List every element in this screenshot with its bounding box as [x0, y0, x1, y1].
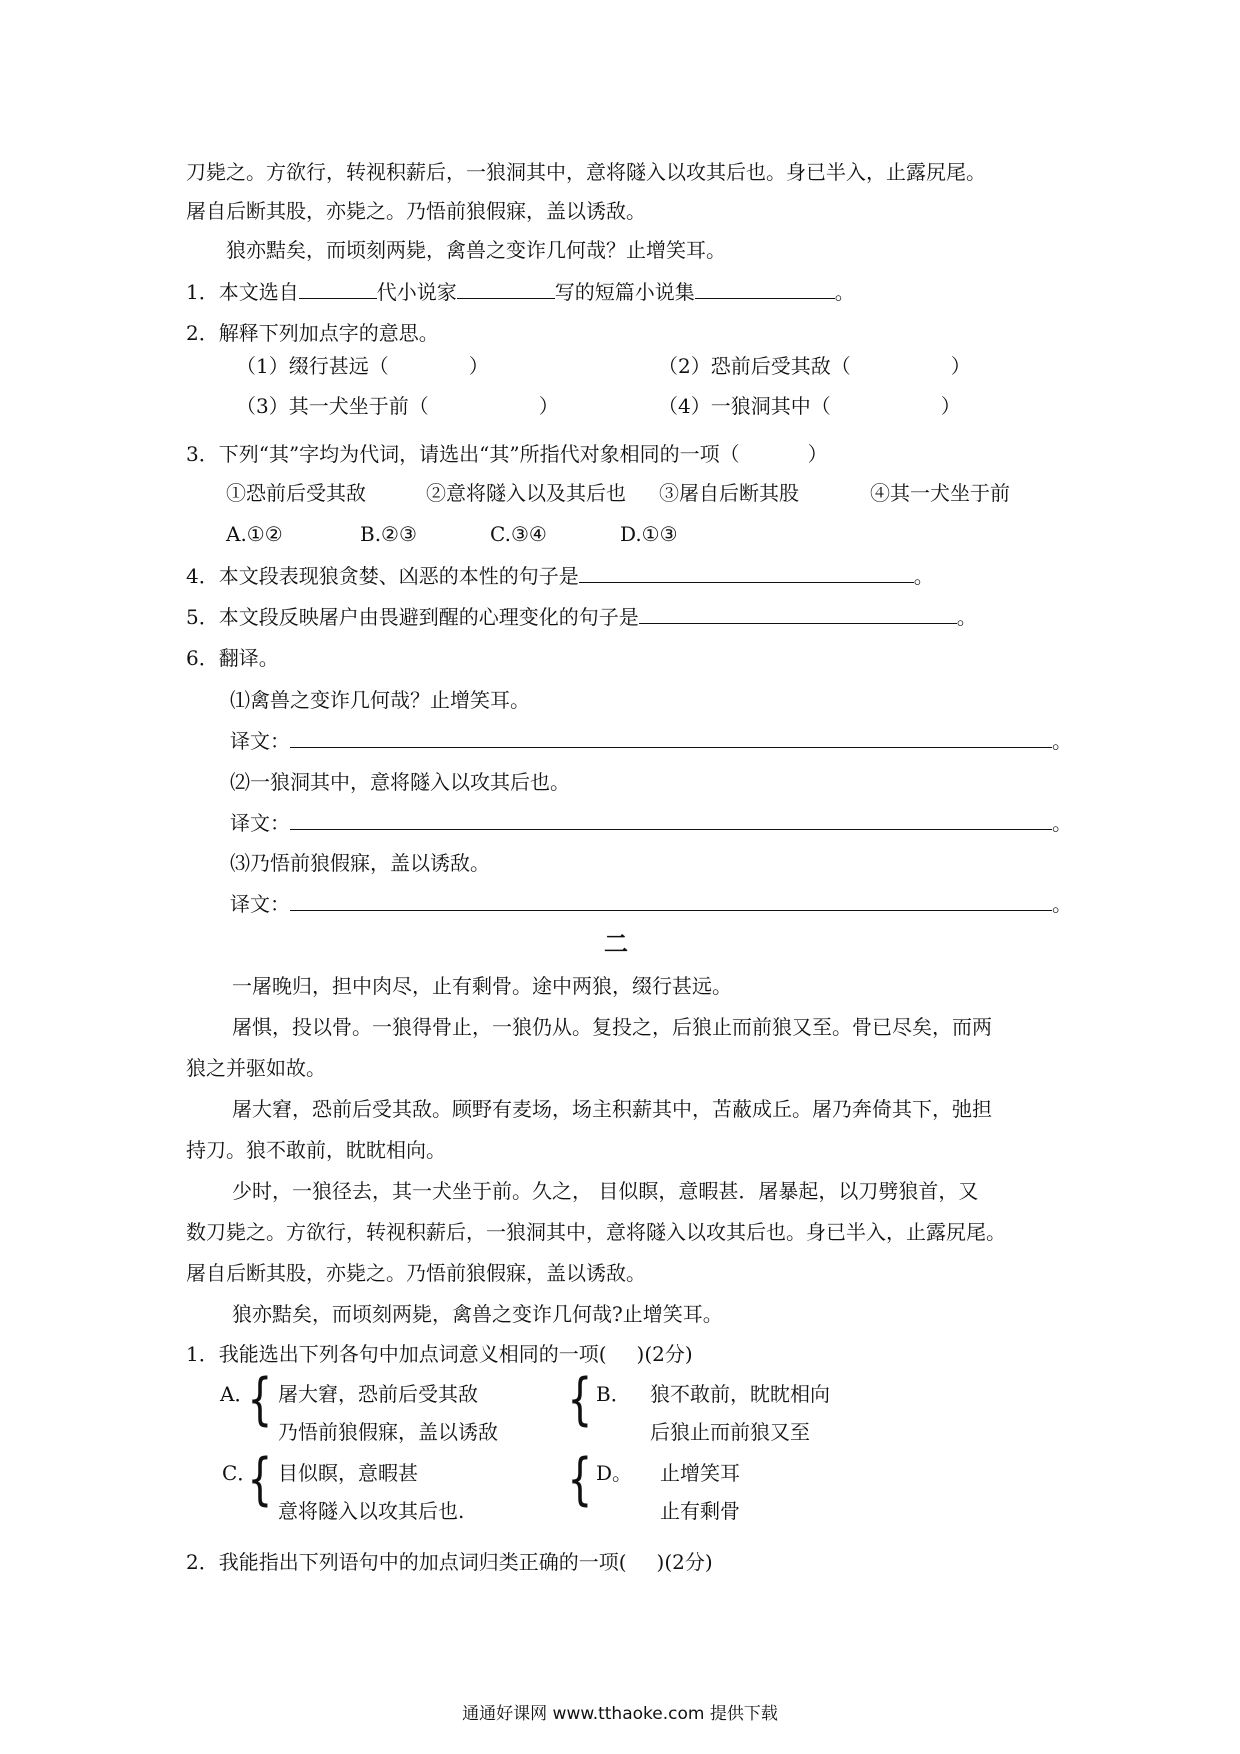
left-brace-icon: {	[567, 1367, 593, 1432]
s1-q6-sentence-3: ⑶乃悟前狼假寐，盖以诱敌。	[230, 851, 490, 875]
s1-q2-item-3: （3）其一犬坐于前（ ）	[236, 394, 559, 418]
s2-question-2: 2．我能指出下列语句中的加点词归类正确的一项( )(2分)	[186, 1550, 713, 1574]
s1-q3-option-4: ④其一犬坐于前	[870, 481, 1010, 505]
s1-question-6: 6．翻译。	[186, 646, 279, 670]
s1-q2-item-1: （1）缀行甚远（ ）	[236, 354, 489, 378]
s1-question-5: 5．本文段反映屠户由畏避到醒的心理变化的句子是 。	[186, 605, 977, 629]
s2-q1-label-c[interactable]: C．	[222, 1461, 258, 1485]
section-heading: 二	[604, 929, 628, 958]
s1-q3-option-2: ②意将隧入以及其后也	[426, 481, 626, 505]
left-brace-icon: {	[567, 1447, 593, 1512]
s1-q3-choice-c[interactable]: C.③④	[490, 522, 547, 546]
s1-q3-choice-b[interactable]: B.②③	[360, 522, 417, 546]
s2-question-1: 1．我能选出下列各句中加点词意义相同的一项( )(2分)	[186, 1342, 693, 1366]
passage2-line-2: 屠惧，投以骨。一狼得骨止，一狼仍从。复投之，后狼止而前狼又至。骨已尽矣，而两	[232, 1015, 992, 1039]
passage2-line-7: 数刀毙之。方欲行，转视积薪后，一狼洞其中，意将隧入以攻其后也。身已半入，止露尻尾。	[186, 1220, 1006, 1244]
answer-blank[interactable]	[299, 278, 377, 299]
s2-q1-d-line-1: 止增笑耳	[660, 1461, 740, 1485]
s1-question-2: 2．解释下列加点字的意思。	[186, 321, 439, 345]
s2-q1-a-line-1: 屠大窘，恐前后受其敌	[278, 1382, 478, 1406]
footer-text: 通通好课网 www.tthaoke.com 提供下载	[462, 1704, 778, 1724]
passage2-line-4: 屠大窘，恐前后受其敌。顾野有麦场，场主积薪其中，苫蔽成丘。屠乃奔倚其下，弛担	[232, 1097, 992, 1121]
left-brace-icon: {	[247, 1447, 273, 1512]
passage2-line-5: 持刀。狼不敢前，眈眈相向。	[186, 1138, 446, 1162]
s2-q1-c-line-2: 意将隧入以攻其后也.	[278, 1499, 465, 1523]
s1-q2-item-4: （4）一狼洞其中（ ）	[658, 394, 961, 418]
s1-question-4: 4．本文段表现狼贪婪、凶恶的本性的句子是 。	[186, 564, 934, 588]
s1-q6-answer-3: 译文： 。	[230, 892, 1072, 916]
passage2-line-6: 少时，一狼径去，其一犬坐于前。久之， 目似瞑，意暇甚．屠暴起，以刀劈狼首，又	[232, 1179, 979, 1203]
s2-q1-b-line-2: 后狼止而前狼又至	[650, 1420, 810, 1444]
s1-q3-choice-d[interactable]: D.①③	[620, 522, 678, 546]
answer-blank[interactable]	[639, 603, 957, 624]
s1-q3-option-3: ③屠自后断其股	[659, 481, 799, 505]
s1-question-3: 3．下列“其”字均为代词，请选出“其”所指代对象相同的一项（ ）	[186, 442, 828, 466]
s1-q3-choice-a[interactable]: A.①②	[226, 522, 283, 546]
s2-q1-d-line-2: 止有剩骨	[660, 1499, 740, 1523]
s1-question-1: 1．本文选自 代小说家 写的短篇小说集 。	[186, 280, 855, 304]
s2-q1-label-a[interactable]: A．	[220, 1382, 255, 1406]
s1-q6-answer-1: 译文： 。	[230, 729, 1072, 753]
answer-blank[interactable]	[457, 278, 555, 299]
passage2-line-9: 狼亦黠矣，而顷刻两毙，禽兽之变诈几何哉?止增笑耳。	[232, 1302, 723, 1326]
left-brace-icon: {	[247, 1367, 273, 1432]
s2-q1-label-b[interactable]: B．	[596, 1382, 631, 1406]
answer-blank[interactable]	[695, 278, 835, 299]
answer-blank[interactable]	[290, 727, 1052, 748]
s1-q2-item-2: （2）恐前后受其敌（ ）	[658, 354, 971, 378]
passage1-line-3: 狼亦黠矣，而顷刻两毙，禽兽之变诈几何哉？止增笑耳。	[226, 238, 726, 262]
passage2-line-1: 一屠晚归，担中肉尽，止有剩骨。途中两狼，缀行甚远。	[232, 974, 732, 998]
s1-q3-option-1: ①恐前后受其敌	[226, 481, 366, 505]
s2-q1-c-line-1: 目似瞑，意暇甚	[278, 1461, 418, 1485]
passage2-line-3: 狼之并驱如故。	[186, 1056, 326, 1080]
s1-q6-sentence-2: ⑵一狼洞其中，意将隧入以攻其后也。	[230, 770, 570, 794]
s1-q6-sentence-1: ⑴禽兽之变诈几何哉？止增笑耳。	[230, 688, 530, 712]
passage2-line-8: 屠自后断其股，亦毙之。乃悟前狼假寐，盖以诱敌。	[186, 1261, 646, 1285]
s2-q1-b-line-1: 狼不敢前，眈眈相向	[650, 1382, 830, 1406]
passage1-line-2: 屠自后断其股，亦毙之。乃悟前狼假寐，盖以诱敌。	[186, 199, 646, 223]
passage1-line-1: 刀毙之。方欲行，转视积薪后，一狼洞其中，意将隧入以攻其后也。身已半入，止露尻尾。	[186, 160, 986, 184]
answer-blank[interactable]	[290, 809, 1052, 830]
answer-blank[interactable]	[579, 562, 914, 583]
s2-q1-label-d[interactable]: D。	[596, 1461, 633, 1485]
s1-q6-answer-2: 译文： 。	[230, 811, 1072, 835]
s2-q1-a-line-2: 乃悟前狼假寐，盖以诱敌	[278, 1420, 498, 1444]
answer-blank[interactable]	[290, 890, 1052, 911]
